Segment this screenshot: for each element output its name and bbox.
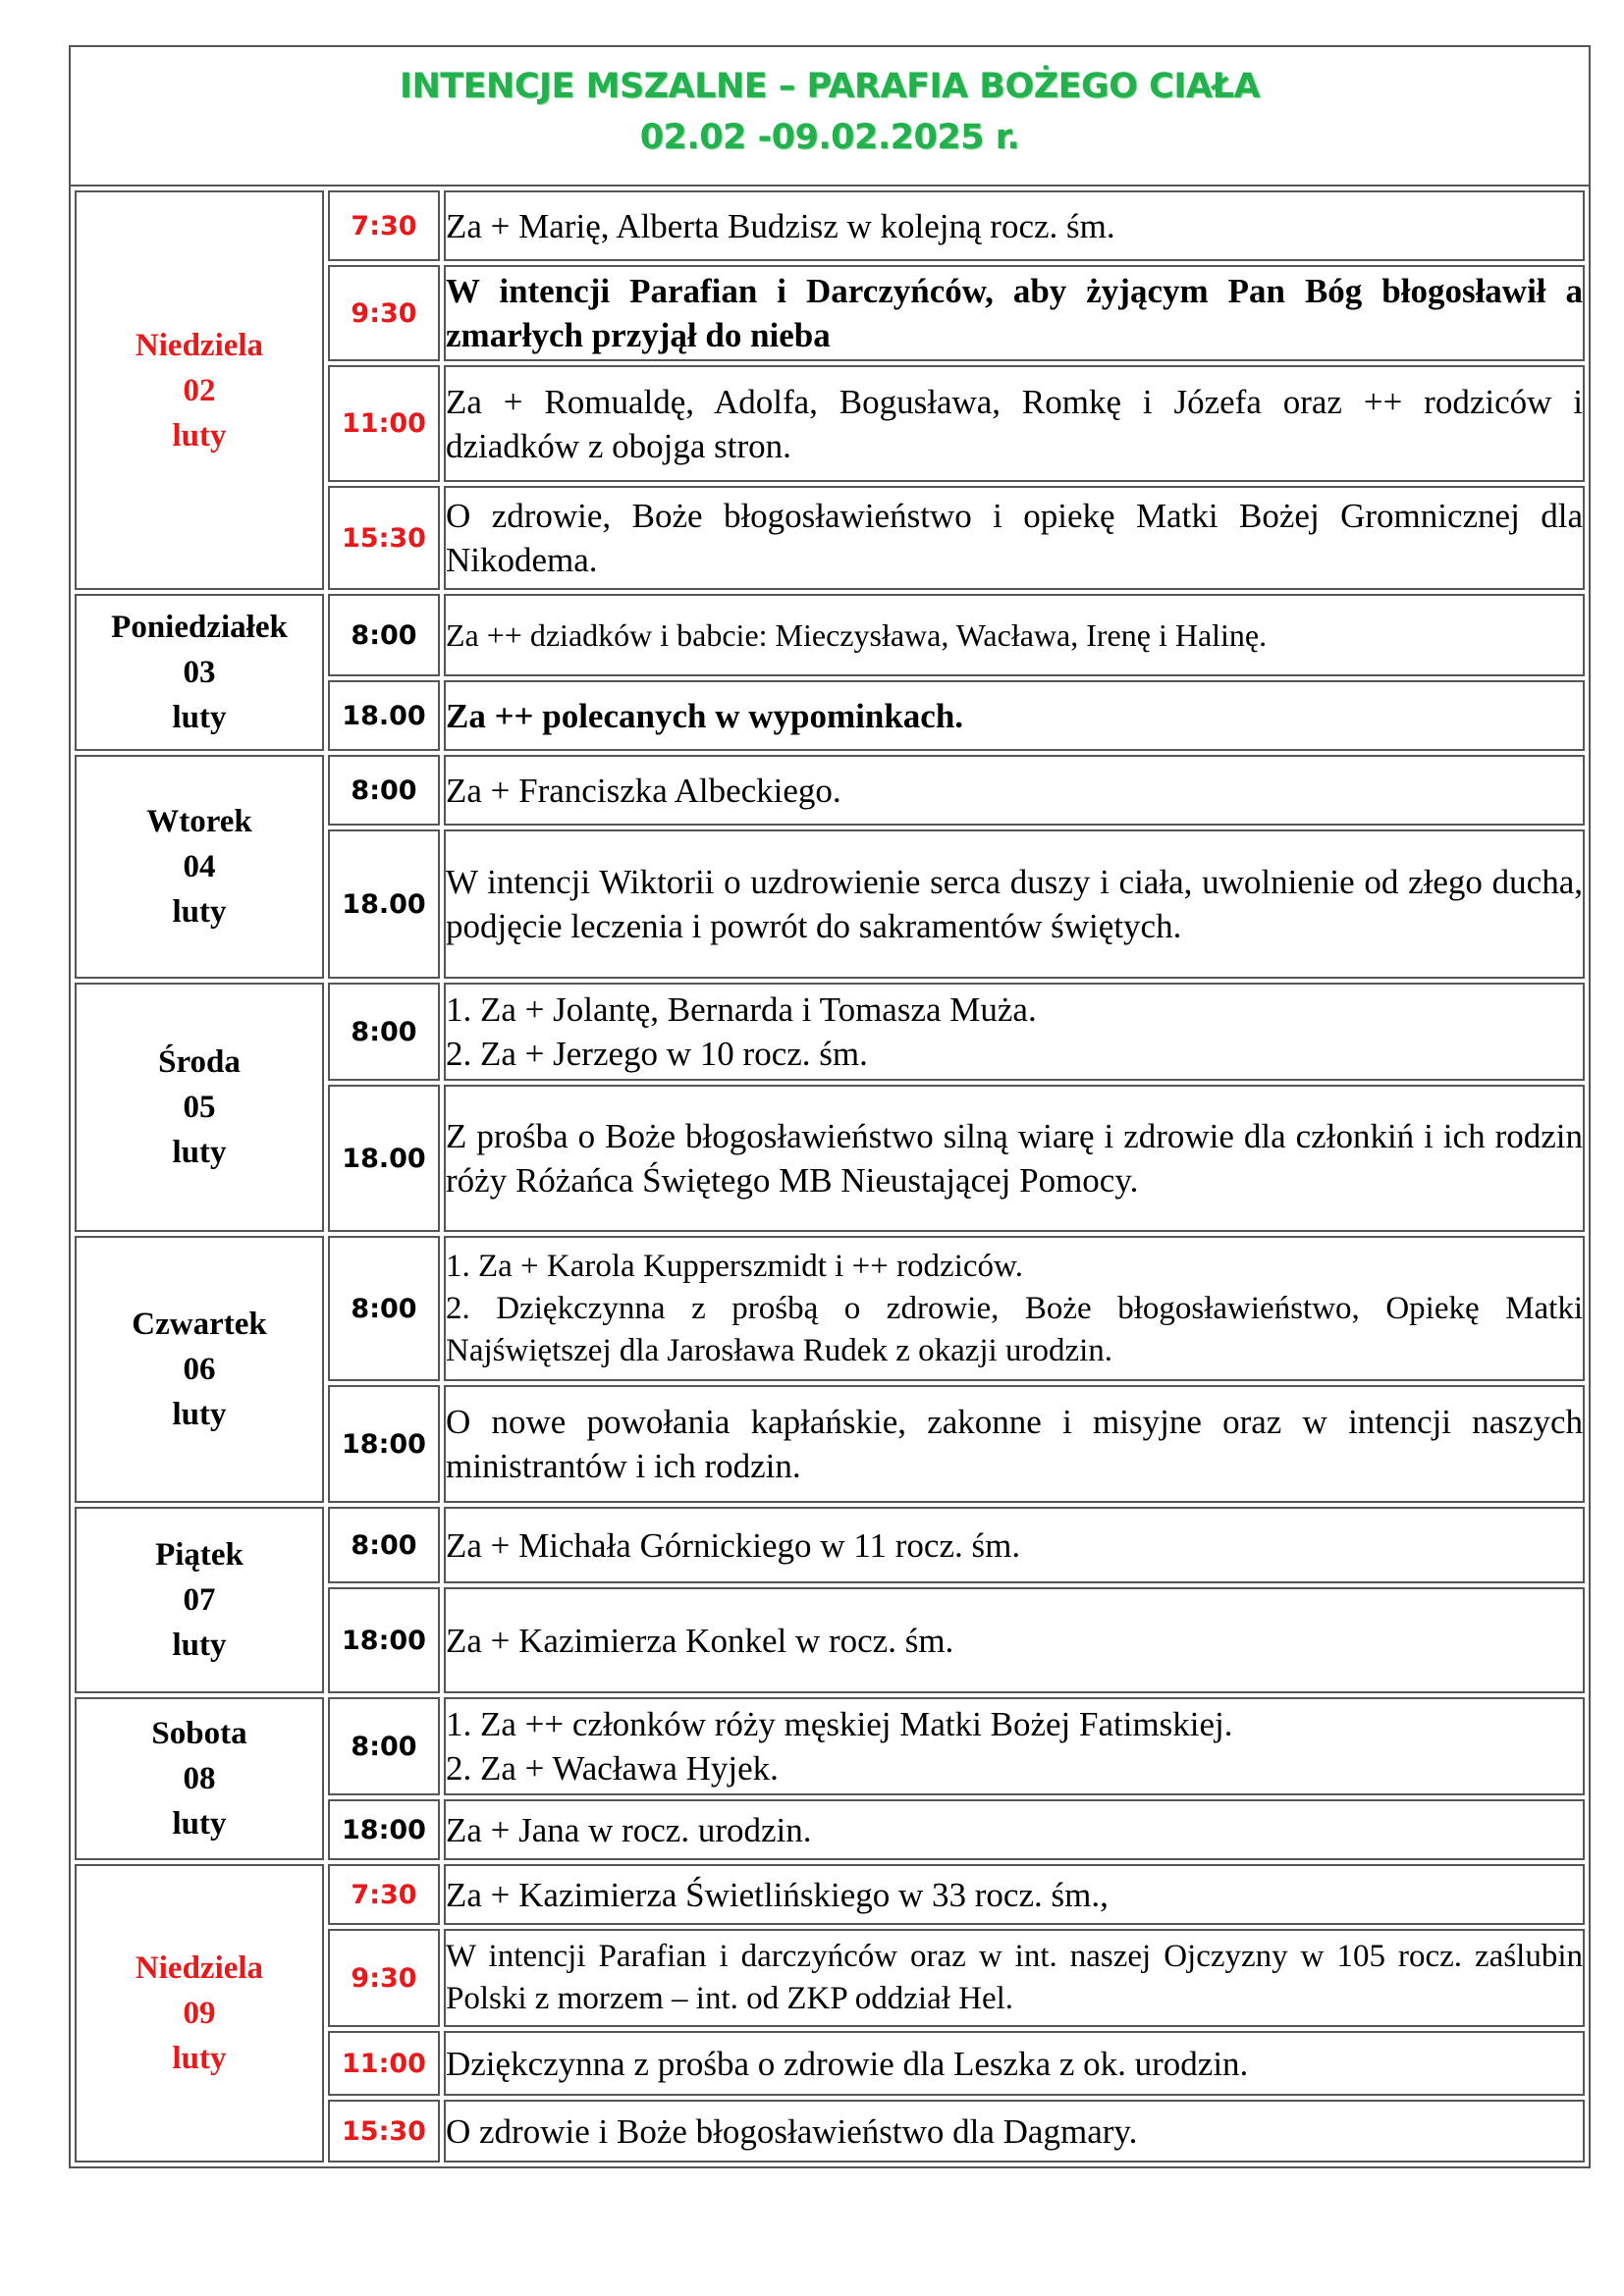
mass-intention: Za + Kazimierza Konkel w rocz. śm. xyxy=(444,1587,1585,1693)
day-cell: Piątek 07 luty xyxy=(75,1507,324,1693)
mass-time: 18.00 xyxy=(328,829,440,979)
table-row xyxy=(75,594,1585,676)
date-range: 02.02 -09.02.2025 r. xyxy=(639,118,1020,157)
mass-time: 18.00 xyxy=(328,680,440,751)
mass-schedule-table xyxy=(71,187,1589,2166)
mass-time: 15:30 xyxy=(328,486,440,590)
day-cell: Wtorek 04 luty xyxy=(75,755,324,979)
mass-intention: Za + Marię, Alberta Budzisz w kolejną rocz. śm. xyxy=(444,190,1585,261)
day-cell: Niedziela 09 luty xyxy=(75,1864,324,2163)
mass-time: 18:00 xyxy=(328,1587,440,1693)
mass-time: 18:00 xyxy=(328,1799,440,1860)
mass-intention: Za ++ dziadków i babcie: Mieczysława, Wacława, Irenę i Halinę. xyxy=(444,594,1585,676)
mass-intention: Za + Jana w rocz. urodzin. xyxy=(444,1799,1585,1860)
mass-intention: 1. Za + Karola Kupperszmidt i ++ rodziców. 2. Dziękczynna z prośbą o zdrowie, Boże błogosławieństwo, Opiekę Matki Najświętszej dla Jarosława Rudek z okazji urodzin. xyxy=(444,1236,1585,1381)
mass-intention: 1. Za ++ członków róży męskiej Matki Bożej Fatimskiej. 2. Za + Wacława Hyjek. xyxy=(444,1697,1585,1795)
day-cell: Czwartek 06 luty xyxy=(75,1236,324,1503)
mass-intention: W intencji Parafian i darczyńców oraz w int. naszej Ojczyzny w 105 rocz. zaślubin Polski z morzem – int. od ZKP oddział Hel. xyxy=(444,1929,1585,2027)
mass-intention: O nowe powołania kapłańskie, zakonne i misyjne oraz w intencji naszych ministrantów i ich rodzin. xyxy=(444,1385,1585,1503)
mass-time: 11:00 xyxy=(328,365,440,482)
table-row xyxy=(75,1507,1585,1583)
day-cell: Sobota 08 luty xyxy=(75,1697,324,1860)
mass-intention: O zdrowie, Boże błogosławieństwo i opiekę Matki Bożej Gromnicznej dla Nikodema. xyxy=(444,486,1585,590)
mass-intention: Dziękczynna z prośba o zdrowie dla Leszka z ok. urodzin. xyxy=(444,2031,1585,2096)
mass-intention: Za ++ polecanych w wypominkach. xyxy=(444,680,1585,751)
mass-time: 18:00 xyxy=(328,1385,440,1503)
mass-intention: Za + Michała Górnickiego w 11 rocz. śm. xyxy=(444,1507,1585,1583)
mass-time: 8:00 xyxy=(328,755,440,826)
table-row xyxy=(75,190,1585,261)
mass-intention: W intencji Parafian i Darczyńców, aby żyjącym Pan Bóg błogosławił a zmarłych przyjął do nieba xyxy=(444,265,1585,361)
mass-time: 9:30 xyxy=(328,1929,440,2027)
mass-intention: Za + Kazimierza Świetlińskiego w 33 rocz. śm., xyxy=(444,1864,1585,1925)
day-cell: Środa 05 luty xyxy=(75,983,324,1232)
mass-intention: Z prośba o Boże błogosławieństwo silną wiarę i zdrowie dla członkiń i ich rodzin róży Różańca Świętego MB Nieustającej Pomocy. xyxy=(444,1085,1585,1232)
table-row xyxy=(75,1697,1585,1795)
table-row xyxy=(75,983,1585,1081)
mass-time: 8:00 xyxy=(328,983,440,1081)
mass-intention: 1. Za + Jolantę, Bernarda i Tomasza Muża. 2. Za + Jerzego w 10 rocz. śm. xyxy=(444,983,1585,1081)
table-row xyxy=(75,755,1585,826)
mass-time: 15:30 xyxy=(328,2100,440,2163)
mass-time: 7:30 xyxy=(328,190,440,261)
mass-time: 8:00 xyxy=(328,1507,440,1583)
mass-intention: Za + Franciszka Albeckiego. xyxy=(444,755,1585,826)
mass-time: 8:00 xyxy=(328,1697,440,1795)
mass-time: 7:30 xyxy=(328,1864,440,1925)
mass-time: 11:00 xyxy=(328,2031,440,2096)
mass-time: 8:00 xyxy=(328,594,440,676)
page-title: INTENCJE MSZALNE – PARAFIA BOŻEGO CIAŁA xyxy=(399,67,1261,106)
mass-time: 18.00 xyxy=(328,1085,440,1232)
day-cell: Poniedziałek 03 luty xyxy=(75,594,324,751)
table-row xyxy=(75,1236,1585,1381)
mass-intention: W intencji Wiktorii o uzdrowienie serca duszy i ciała, uwolnienie od złego ducha, podjęcie leczenia i powrót do sakramentów świętych. xyxy=(444,829,1585,979)
header xyxy=(71,47,1589,187)
table-row xyxy=(75,1864,1585,1925)
mass-time: 8:00 xyxy=(328,1236,440,1381)
schedule-sheet xyxy=(69,45,1591,2168)
mass-intention: O zdrowie i Boże błogosławieństwo dla Dagmary. xyxy=(444,2100,1585,2163)
mass-time: 9:30 xyxy=(328,265,440,361)
day-cell: Niedziela 02 luty xyxy=(75,190,324,590)
mass-intention: Za + Romualdę, Adolfa, Bogusława, Romkę i Józefa oraz ++ rodziców i dziadków z obojga stron. xyxy=(444,365,1585,482)
